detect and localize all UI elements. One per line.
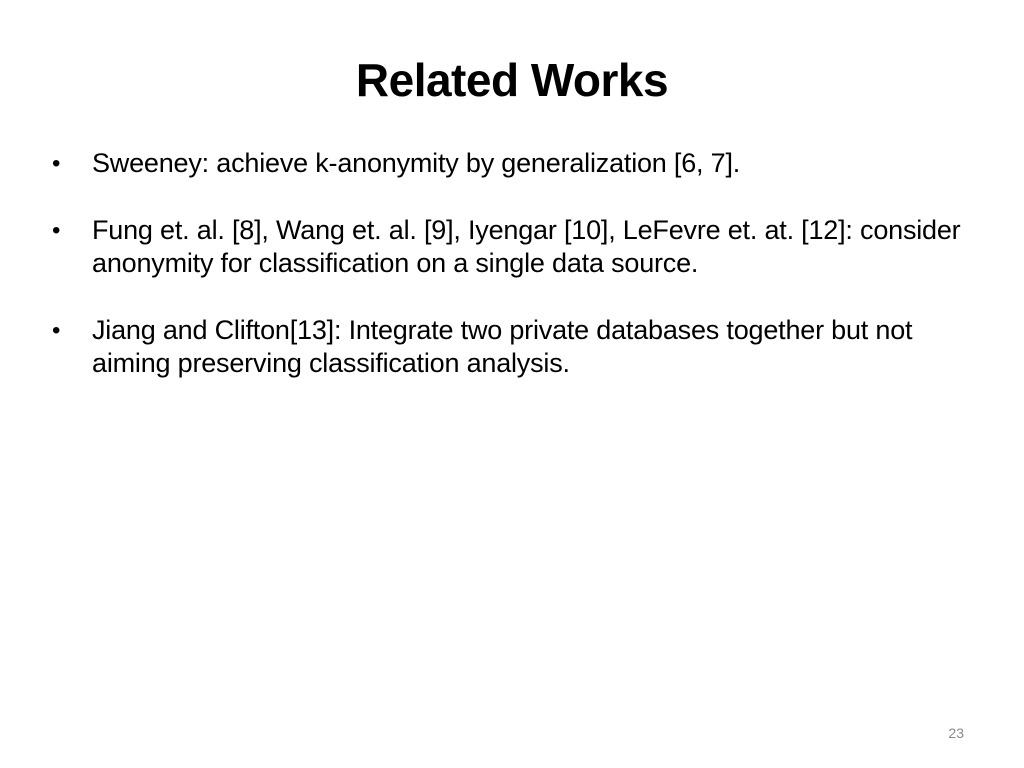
bullet-text: Sweeney: achieve k-anonymity by generalization [6, 7]. xyxy=(92,148,741,178)
bullet-marker: • xyxy=(52,150,61,177)
slide-number: 23 xyxy=(948,725,964,741)
slide-title: Related Works xyxy=(355,54,669,106)
bullet-item xyxy=(52,214,972,280)
bullet-item xyxy=(52,147,972,180)
bullet-item xyxy=(52,314,972,380)
bullet-marker: • xyxy=(52,317,61,344)
bullet-text: Fung et. al. [8], Wang et. al. [9], Iyengar [10], LeFevre et. at. [12]: consider anonymity for classification on a single data source. xyxy=(92,215,961,278)
bullet-list xyxy=(52,147,972,414)
bullet-marker: • xyxy=(52,217,61,244)
bullet-text: Jiang and Clifton[13]: Integrate two private databases together but not aiming preserving classification analysis. xyxy=(92,315,913,378)
